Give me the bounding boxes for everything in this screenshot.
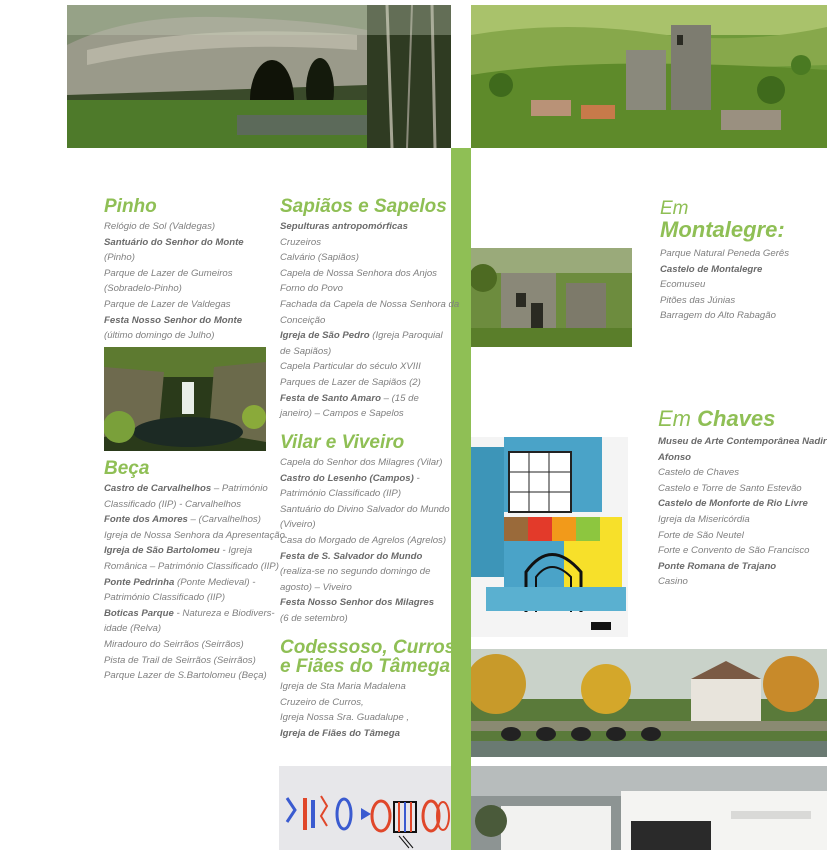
- list-item: [280, 375, 459, 391]
- roman-bridge-photo: [471, 649, 827, 757]
- list-item: [104, 219, 244, 235]
- list-item: [104, 497, 285, 513]
- list-item-text: Capela de Nossa Senhora dos Anjos: [280, 267, 437, 279]
- list-item: [280, 726, 409, 742]
- list-item-text: Parques de Lazer de Sapiãos (2): [280, 376, 421, 388]
- list-item: [104, 235, 244, 251]
- list-item: [658, 528, 827, 544]
- list-item-text: (realiza-se no segundo domingo de: [280, 566, 431, 578]
- list-item-suffix: – (Carvalhelhos): [187, 514, 261, 526]
- list-item-text: Fachada da Capela de Nossa Senhora da: [280, 298, 460, 310]
- list-item-bold-text: Igreja de São Pedro: [280, 330, 370, 342]
- section-title-chaves: [658, 408, 775, 430]
- list-item-bold-text: Festa Nosso Senhor dos Milagres: [280, 597, 435, 609]
- list-item: [658, 574, 827, 590]
- stone-ruin-photo: [471, 248, 632, 347]
- list-item-text: Miradouro do Seirrãos (Seirrãos): [104, 638, 244, 650]
- list-item-text: Igreja Nossa Sra. Guadalupe ,: [280, 712, 410, 724]
- list-item: [104, 559, 285, 575]
- list-item-suffix: (Igreja Paroquial: [369, 330, 443, 342]
- list-item-text: Românica – Património Classificado (IIP): [104, 560, 279, 572]
- museum-abstract-art: [471, 437, 628, 637]
- list-item: [280, 359, 459, 375]
- list-item-text: Igreja da Misericórdia: [658, 513, 750, 525]
- list-item: [660, 308, 789, 324]
- list-item-bold-text: Museu de Arte Contemporânea Nadir: [658, 436, 827, 447]
- list-item: [280, 595, 450, 611]
- list-item-text: (Viveiro): [280, 519, 316, 531]
- list-item: [104, 543, 285, 559]
- list-item: [658, 512, 827, 528]
- chaves-title: Chaves: [697, 406, 776, 431]
- list-item-suffix: – (15 de: [380, 392, 419, 404]
- list-item: [104, 606, 285, 622]
- list-item: [104, 266, 244, 282]
- list-item-bold-text: Ponte Romana de Trajano: [658, 560, 777, 572]
- list-item-bold-text: Igreja de São Bartolomeu: [104, 545, 220, 557]
- list-item-bold-text: Santuário do Senhor do Monte: [104, 236, 244, 248]
- vilar-list: [280, 455, 450, 627]
- list-item: [280, 471, 450, 487]
- section-title-vilar: Vilar e Viveiro: [280, 432, 405, 453]
- list-item-text: Castelo de Chaves: [658, 467, 740, 479]
- list-item-text: (Pinho): [104, 252, 135, 264]
- list-item: [104, 528, 285, 544]
- list-item-text: Cruzeiro de Curros,: [280, 696, 364, 708]
- list-item: [660, 293, 789, 309]
- chaves-list: [658, 434, 827, 590]
- list-item-text: Pista de Trail de Seirrãos (Seirrãos): [104, 654, 256, 666]
- list-item: [658, 434, 827, 450]
- list-item-text: (Sobradelo-Pinho): [104, 283, 182, 295]
- list-item: [280, 611, 450, 627]
- list-item: [280, 219, 459, 235]
- list-item-text: Cruzeiros: [280, 236, 322, 248]
- list-item-text: Relógio de Sol (Valdegas): [104, 221, 216, 232]
- castle-landscape-photo: [471, 5, 827, 148]
- list-item: [104, 328, 244, 344]
- list-item: [660, 277, 789, 293]
- section-title-montalegre: Montalegre:: [660, 217, 785, 242]
- list-item: [280, 517, 450, 533]
- list-item-bold-text: Ponte Pedrinha: [104, 576, 175, 588]
- list-item-suffix: -: [413, 472, 420, 484]
- list-item: [280, 235, 459, 251]
- list-item-bold-text: Festa Nosso Senhor do Monte: [104, 314, 243, 326]
- list-item: [280, 266, 459, 282]
- list-item-text: Forte e Convento de São Francisco: [658, 545, 810, 557]
- list-item-bold-text: Castro do Lesenho (Campos): [280, 472, 414, 484]
- list-item-suffix: (Ponte Medieval) -: [174, 576, 256, 588]
- list-item-text: Santuário do Divino Salvador do Mundo: [280, 503, 450, 515]
- list-item: [280, 281, 459, 297]
- section-title-sapiaos: Sapiãos e Sapelos: [280, 196, 447, 217]
- list-item-text: Igreja de Nossa Senhora da Apresentação: [104, 529, 285, 541]
- list-item: [280, 486, 450, 502]
- list-item-bold-text: Festa de Santo Amaro: [280, 392, 381, 404]
- list-item-text: Classificado (IIP) - Carvalhelhos: [104, 498, 242, 510]
- list-item: [104, 512, 285, 528]
- chaves-prefix: Em: [658, 406, 691, 431]
- list-item-text: Capela Particular do século XVIII: [280, 361, 421, 373]
- list-item: [104, 575, 285, 591]
- list-item: [280, 250, 459, 266]
- list-item: [104, 590, 285, 606]
- section-title-pinho: Pinho: [104, 196, 157, 217]
- list-item: [658, 543, 827, 559]
- list-item-text: Forte de São Neutel: [658, 529, 744, 541]
- list-item-text: Parque Lazer de S.Bartolomeu (Beça): [104, 670, 267, 682]
- pinho-list: [104, 219, 244, 344]
- list-item-bold-text: Festa de S. Salvador do Mundo: [280, 550, 423, 562]
- list-item-bold-text: Fonte dos Amores: [104, 514, 188, 526]
- list-item-bold-text: Castro de Carvalhelhos: [104, 483, 212, 494]
- list-item: [660, 262, 789, 278]
- list-item: [104, 637, 285, 653]
- list-item: [280, 679, 409, 695]
- list-item: [104, 668, 285, 684]
- list-item: [280, 406, 459, 422]
- sapiaos-list: [280, 219, 459, 422]
- list-item: [280, 328, 459, 344]
- list-item: [104, 250, 244, 266]
- list-item-text: Conceição: [280, 314, 326, 326]
- list-item-text: Pitões das Júnias: [660, 294, 736, 306]
- list-item: [280, 391, 459, 407]
- montalegre-prefix: Em: [660, 198, 689, 219]
- list-item: [280, 344, 459, 360]
- section-title-beca: Beça: [104, 458, 150, 479]
- list-item: [104, 653, 285, 669]
- list-item: [280, 580, 450, 596]
- list-item: [280, 455, 450, 471]
- pattern-artwork: [279, 766, 451, 850]
- list-item-text: agosto) – Viveiro: [280, 581, 352, 593]
- list-item-suffix: - Natureza e Biodivers-: [173, 607, 275, 619]
- list-item: [658, 465, 827, 481]
- list-item: [104, 481, 285, 497]
- list-item-text: janeiro) – Campos e Sapelos: [280, 408, 404, 420]
- list-item-text: Castelo e Torre de Santo Estevão: [658, 482, 802, 494]
- list-item-bold-text: Castelo de Montalegre: [660, 263, 763, 275]
- montalegre-list: [660, 246, 789, 324]
- list-item-text: Parque Natural Peneda Gerês: [660, 248, 790, 259]
- list-item-text: Casino: [658, 576, 688, 588]
- list-item-suffix: - Igreja: [219, 545, 253, 557]
- list-item-text: Ecomuseu: [660, 279, 706, 291]
- list-item: [280, 502, 450, 518]
- list-item-bold-text: Castelo de Monforte de Rio Livre: [658, 498, 808, 510]
- list-item: [104, 313, 244, 329]
- list-item-bold-text: Boticas Parque: [104, 607, 174, 619]
- list-item-text: Barragem do Alto Rabagão: [660, 310, 776, 322]
- codessoso-list: [280, 679, 409, 741]
- beca-list: [104, 481, 285, 684]
- list-item-text: Parque de Lazer de Gumeiros: [104, 267, 233, 279]
- list-item: [658, 481, 827, 497]
- list-item: [280, 564, 450, 580]
- list-item-text: Igreja de Sta Maria Madalena: [280, 681, 406, 692]
- list-item-text: Calvário (Sapiãos): [280, 252, 359, 264]
- list-item-text: (último domingo de Julho): [104, 330, 215, 342]
- list-item: [104, 297, 244, 313]
- list-item: [280, 533, 450, 549]
- list-item-bold-text: Sepulturas antropomórficas: [280, 221, 408, 232]
- list-item: [280, 313, 459, 329]
- section-title-codessoso: [280, 638, 455, 676]
- list-item: [658, 559, 827, 575]
- list-item-text: idade (Relva): [104, 623, 162, 635]
- list-item-bold-text: Igreja de Fiães do Tâmega: [280, 727, 400, 739]
- list-item: [660, 246, 789, 262]
- list-item: [280, 297, 459, 313]
- list-item: [280, 549, 450, 565]
- list-item: [104, 621, 285, 637]
- waterfall-photo: [104, 347, 266, 451]
- list-item: [104, 281, 244, 297]
- stone-bridge-photo: [67, 5, 451, 148]
- codessoso-title-line2: e Fiães do Tâmega: [280, 656, 451, 677]
- list-item-text: Património Classificado (IIP): [104, 592, 226, 604]
- list-item: [658, 496, 827, 512]
- list-item-text: Casa do Morgado de Agrelos (Agrelos): [280, 534, 447, 546]
- list-item-bold-text: Afonso: [658, 451, 692, 463]
- list-item: [658, 450, 827, 466]
- list-item-text: Parque de Lazer de Valdegas: [104, 298, 231, 310]
- codessoso-title-line1: Codessoso, Curros: [280, 637, 456, 658]
- list-item: [280, 710, 409, 726]
- list-item-text: Património Classificado (IIP): [280, 488, 402, 500]
- museum-building-photo: [471, 766, 827, 850]
- list-item-text: Capela do Senhor dos Milagres (Vilar): [280, 457, 443, 468]
- list-item-suffix: – Património: [211, 483, 268, 494]
- list-item-text: de Sapiãos): [280, 345, 332, 357]
- list-item-text: Forno do Povo: [280, 283, 343, 295]
- list-item-text: (6 de setembro): [280, 612, 348, 624]
- list-item: [280, 695, 409, 711]
